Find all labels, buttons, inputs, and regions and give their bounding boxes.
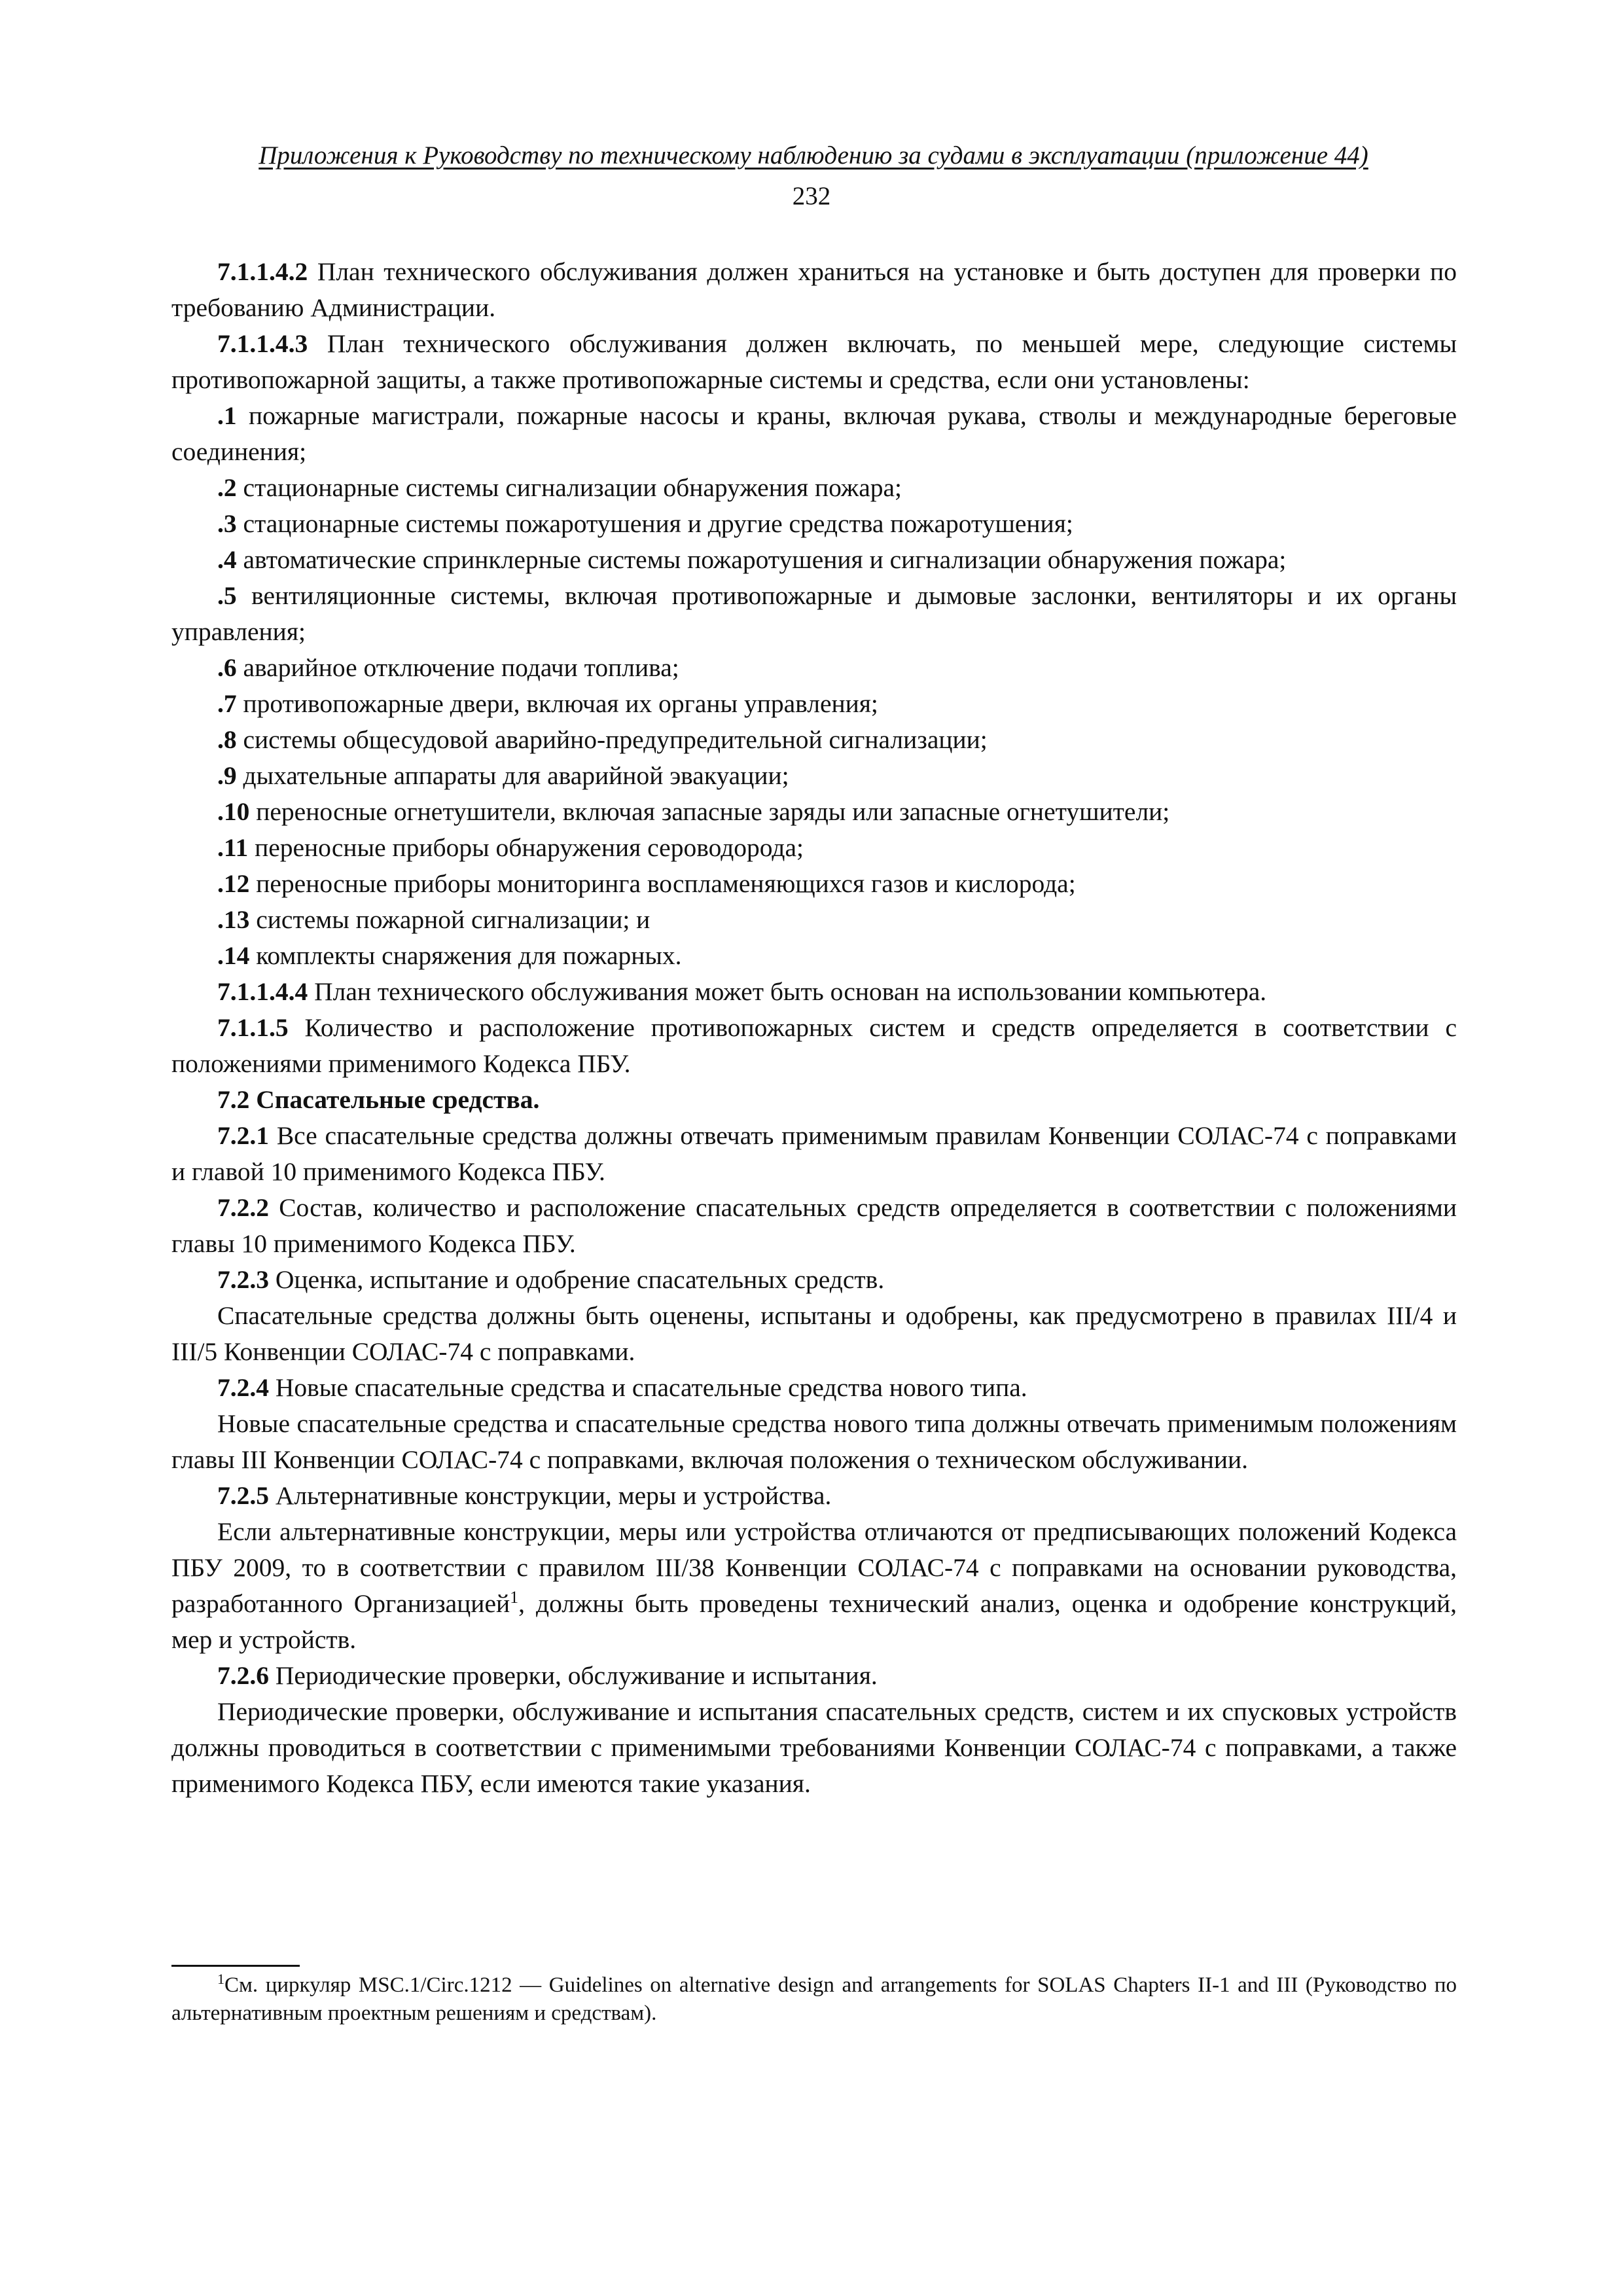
paragraph-7-2-2 bbox=[171, 1190, 1457, 1262]
paragraph-text: дыхательные аппараты для аварийной эвакуации; bbox=[236, 761, 789, 790]
item-number: 7.1.1.5 bbox=[217, 1013, 289, 1042]
paragraph-text: автоматические спринклерные системы пожаротушения и сигнализации обнаружения пожара; bbox=[236, 545, 1287, 574]
paragraph-text: системы пожарной сигнализации; и bbox=[249, 905, 651, 934]
paragraph-text: противопожарные двери, включая их органы управления; bbox=[236, 689, 878, 718]
item-number: .2 bbox=[217, 473, 237, 502]
page-number: 232 bbox=[792, 182, 831, 210]
list-item bbox=[171, 686, 1457, 722]
paragraph-text: переносные приборы обнаружения сероводорода; bbox=[248, 833, 804, 862]
item-number: 7.2.1 bbox=[217, 1121, 269, 1150]
paragraph-text: системы общесудовой аварийно-предупредительной сигнализации; bbox=[236, 725, 988, 754]
body-text bbox=[171, 254, 1457, 1802]
paragraph-7-2-3 bbox=[171, 1262, 1457, 1298]
item-number: .13 bbox=[217, 905, 250, 934]
item-number: 7.2.6 bbox=[217, 1661, 269, 1690]
item-number: .6 bbox=[217, 653, 237, 682]
paragraph-text: Новые спасательные средства и спасательные средства нового типа. bbox=[269, 1373, 1027, 1402]
paragraph-7-2-1 bbox=[171, 1118, 1457, 1190]
paragraph-text: Все спасательные средства должны отвечать применимым правилам Конвенции СОЛАС-74 с поправками и главой 10 применимого Кодекса ПБУ. bbox=[171, 1121, 1457, 1186]
paragraph-text: Состав, количество и расположение спасательных средств определяется в соответствии с положениями главы 10 применимого Кодекса ПБУ. bbox=[171, 1193, 1457, 1258]
item-number: 7.2.5 bbox=[217, 1481, 269, 1510]
item-number: .14 bbox=[217, 941, 250, 970]
paragraph-text: вентиляционные системы, включая противопожарные и дымовые заслонки, вентиляторы и их органы управления; bbox=[171, 581, 1457, 646]
list-item bbox=[171, 902, 1457, 938]
paragraph-text: комплекты снаряжения для пожарных. bbox=[249, 941, 682, 970]
item-number: 7.2.4 bbox=[217, 1373, 269, 1402]
item-number: 7.1.1.4.4 bbox=[217, 977, 308, 1006]
running-header: Приложения к Руководству по техническому наблюдению за судами в эксплуатации (приложение 44) bbox=[259, 141, 1368, 170]
section-heading: 7.2 Спасательные средства. bbox=[217, 1085, 540, 1114]
paragraph bbox=[171, 1694, 1457, 1802]
list-item bbox=[171, 866, 1457, 902]
footnote-text: См. циркуляр MSC.1/Circ.1212 — Guidelines on alternative design and arrangements for SOLAS Chapters II-1 and III (Руководство по альтернативным проектным решениям и средствам). bbox=[171, 1973, 1457, 2025]
list-item bbox=[171, 722, 1457, 758]
paragraph-text: стационарные системы пожаротушения и другие средства пожаротушения; bbox=[236, 509, 1073, 538]
paragraph-7-2-4 bbox=[171, 1370, 1457, 1406]
paragraph-7-1-1-4-2 bbox=[171, 254, 1457, 326]
footnote-marker: 1 bbox=[217, 1971, 224, 1987]
paragraph-7-1-1-4-3 bbox=[171, 326, 1457, 398]
item-number: .5 bbox=[217, 581, 237, 610]
section-heading-7-2 bbox=[171, 1082, 1457, 1118]
item-number: .3 bbox=[217, 509, 237, 538]
list-item bbox=[171, 830, 1457, 866]
paragraph-text: Спасательные средства должны быть оценены, испытаны и одобрены, как предусмотрено в правилах III/4 и III/5 Конвенции СОЛАС-74 с поправками. bbox=[171, 1301, 1457, 1366]
paragraph-text: Если альтернативные конструкции, меры или устройства отличаются от предписывающих положений Кодекса ПБУ 2009, то в соответствии с правилом III/38 Конвенции СОЛАС-74 с поправками на основании руководства, разработанного Организацией bbox=[171, 1517, 1457, 1618]
item-number: .12 bbox=[217, 869, 250, 898]
paragraph bbox=[171, 1298, 1457, 1370]
paragraph-7-2-5 bbox=[171, 1478, 1457, 1514]
paragraph-text: переносные огнетушители, включая запасные заряды или запасные огнетушители; bbox=[249, 797, 1170, 826]
footnote-reference[interactable]: 1 bbox=[510, 1587, 519, 1607]
paragraph-text: План технического обслуживания должен включать, по меньшей мере, следующие системы противопожарной защиты, а также противопожарные системы и средства, если они установлены: bbox=[171, 329, 1457, 394]
item-number: .4 bbox=[217, 545, 237, 574]
footnote-separator bbox=[171, 1965, 300, 1967]
item-number: .1 bbox=[217, 401, 237, 430]
paragraph-text: пожарные магистрали, пожарные насосы и краны, включая рукава, стволы и международные береговые соединения; bbox=[171, 401, 1457, 466]
list-item bbox=[171, 542, 1457, 578]
paragraph-text: Альтернативные конструкции, меры и устройства. bbox=[269, 1481, 832, 1510]
item-number: .7 bbox=[217, 689, 237, 718]
paragraph-text: стационарные системы сигнализации обнаружения пожара; bbox=[236, 473, 902, 502]
paragraph bbox=[171, 1514, 1457, 1658]
footnote bbox=[171, 1971, 1457, 2028]
list-item bbox=[171, 578, 1457, 650]
list-item bbox=[171, 506, 1457, 542]
paragraph-text: Периодические проверки, обслуживание и испытания. bbox=[269, 1661, 878, 1690]
item-number: .8 bbox=[217, 725, 237, 754]
item-number: 7.1.1.4.2 bbox=[217, 257, 308, 286]
paragraph-text: План технического обслуживания может быть основан на использовании компьютера. bbox=[308, 977, 1267, 1006]
paragraph bbox=[171, 1406, 1457, 1478]
item-number: 7.2.2 bbox=[217, 1193, 269, 1222]
list-item bbox=[171, 650, 1457, 686]
paragraph-7-1-1-4-4 bbox=[171, 974, 1457, 1010]
paragraph-text: Оценка, испытание и одобрение спасательных средств. bbox=[269, 1265, 885, 1294]
list-item bbox=[171, 938, 1457, 974]
list-item bbox=[171, 758, 1457, 794]
list-item bbox=[171, 398, 1457, 470]
item-number: .11 bbox=[217, 833, 249, 862]
paragraph-text: аварийное отключение подачи топлива; bbox=[236, 653, 679, 682]
paragraph-7-2-6 bbox=[171, 1658, 1457, 1694]
paragraph-text: переносные приборы мониторинга воспламеняющихся газов и кислорода; bbox=[249, 869, 1076, 898]
paragraph-text: Количество и расположение противопожарных систем и средств определяется в соответствии с положениями применимого Кодекса ПБУ. bbox=[171, 1013, 1457, 1078]
item-number: .9 bbox=[217, 761, 237, 790]
item-number: .10 bbox=[217, 797, 250, 826]
list-item bbox=[171, 470, 1457, 506]
paragraph-text: План технического обслуживания должен храниться на установке и быть доступен для проверки по требованию Администрации. bbox=[171, 257, 1457, 322]
list-item bbox=[171, 794, 1457, 830]
paragraph-text-continued: , должны быть проведены технический анализ, оценка и одобрение конструкций, мер и устройств. bbox=[171, 1589, 1457, 1654]
paragraph-text: Новые спасательные средства и спасательные средства нового типа должны отвечать применимым положениям главы III Конвенции СОЛАС-74 с поправками, включая положения о техническом обслуживании. bbox=[171, 1409, 1457, 1474]
paragraph-text: Периодические проверки, обслуживание и испытания спасательных средств, систем и их спусковых устройств должны проводиться в соответствии с применимыми требованиями Конвенции СОЛАС-74 с поправками, а также применимого Кодекса ПБУ, если имеются такие указания. bbox=[171, 1697, 1457, 1798]
paragraph-7-1-1-5 bbox=[171, 1010, 1457, 1082]
item-number: 7.1.1.4.3 bbox=[217, 329, 308, 358]
item-number: 7.2.3 bbox=[217, 1265, 269, 1294]
